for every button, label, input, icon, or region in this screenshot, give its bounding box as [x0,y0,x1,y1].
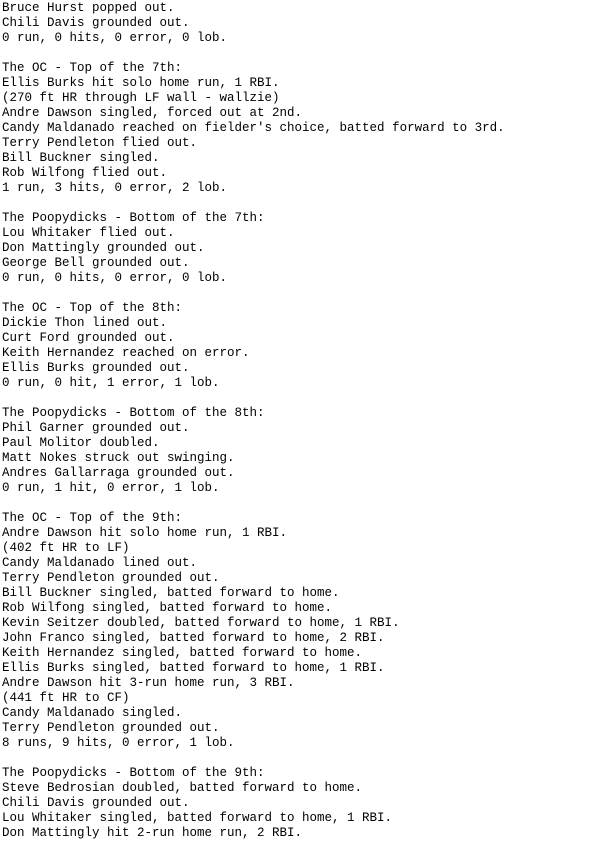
log-line: Andre Dawson singled, forced out at 2nd. [2,106,303,120]
inning-section [2,406,612,496]
log-line: 8 runs, 9 hits, 0 error, 1 lob. [2,736,235,750]
log-line: Paul Molitor doubled. [2,436,160,450]
log-line: The OC - Top of the 8th: [2,301,183,315]
log-line: Steve Bedrosian doubled, batted forward to home. [2,781,363,795]
log-line: Terry Pendleton flied out. [2,136,198,150]
log-line: Keith Hernandez singled, batted forward to home. [2,646,363,660]
log-line: The Poopydicks - Bottom of the 8th: [2,406,265,420]
log-line: Don Mattingly hit 2-run home run, 2 RBI. [2,826,303,840]
log-line: Terry Pendleton grounded out. [2,571,220,585]
log-line: The Poopydicks - Bottom of the 7th: [2,211,265,225]
log-line: Don Mattingly grounded out. [2,241,205,255]
inning-section [2,301,612,391]
log-line: Candy Maldanado lined out. [2,556,198,570]
log-line: Chili Davis grounded out. [2,16,190,30]
log-line: Rob Wilfong singled, batted forward to home. [2,601,333,615]
inning-section [2,61,612,196]
log-line: Bill Buckner singled, batted forward to home. [2,586,340,600]
log-line: (402 ft HR to LF) [2,541,130,555]
log-line: (441 ft HR to CF) [2,691,130,705]
log-line: 0 run, 0 hits, 0 error, 0 lob. [2,31,228,45]
log-line: Lou Whitaker singled, batted forward to home, 1 RBI. [2,811,393,825]
log-line: Bruce Hurst popped out. [2,1,175,15]
log-line: Rob Wilfong flied out. [2,166,168,180]
inning-section [2,211,612,286]
inning-section [2,766,612,841]
log-line: Andre Dawson hit solo home run, 1 RBI. [2,526,288,540]
log-line: George Bell grounded out. [2,256,190,270]
log-line: Curt Ford grounded out. [2,331,175,345]
log-line: 0 run, 0 hits, 0 error, 0 lob. [2,271,228,285]
log-line: Dickie Thon lined out. [2,316,168,330]
log-line: Candy Maldanado singled. [2,706,183,720]
log-line: Andre Dawson hit 3-run home run, 3 RBI. [2,676,295,690]
log-line: Bill Buckner singled. [2,151,160,165]
log-line: Kevin Seitzer doubled, batted forward to home, 1 RBI. [2,616,400,630]
log-line: Ellis Burks hit solo home run, 1 RBI. [2,76,280,90]
log-line: Andres Gallarraga grounded out. [2,466,235,480]
log-line: Ellis Burks grounded out. [2,361,190,375]
log-line: (270 ft HR through LF wall - wallzie) [2,91,280,105]
log-line: John Franco singled, batted forward to home, 2 RBI. [2,631,385,645]
log-line: 0 run, 0 hit, 1 error, 1 lob. [2,376,220,390]
log-line: Chili Davis grounded out. [2,796,190,810]
log-line: Candy Maldanado reached on fielder's choice, batted forward to 3rd. [2,121,505,135]
log-line: The OC - Top of the 7th: [2,61,183,75]
log-line: Phil Garner grounded out. [2,421,190,435]
log-line: 1 run, 3 hits, 0 error, 2 lob. [2,181,228,195]
log-line: The OC - Top of the 9th: [2,511,183,525]
log-line: Lou Whitaker flied out. [2,226,175,240]
log-line: Keith Hernandez reached on error. [2,346,250,360]
log-line: The Poopydicks - Bottom of the 9th: [2,766,265,780]
log-line: Ellis Burks singled, batted forward to home, 1 RBI. [2,661,385,675]
log-line: 0 run, 1 hit, 0 error, 1 lob. [2,481,220,495]
log-line: Terry Pendleton grounded out. [2,721,220,735]
log-line: Matt Nokes struck out swinging. [2,451,235,465]
inning-section [2,1,612,46]
inning-section [2,511,612,751]
